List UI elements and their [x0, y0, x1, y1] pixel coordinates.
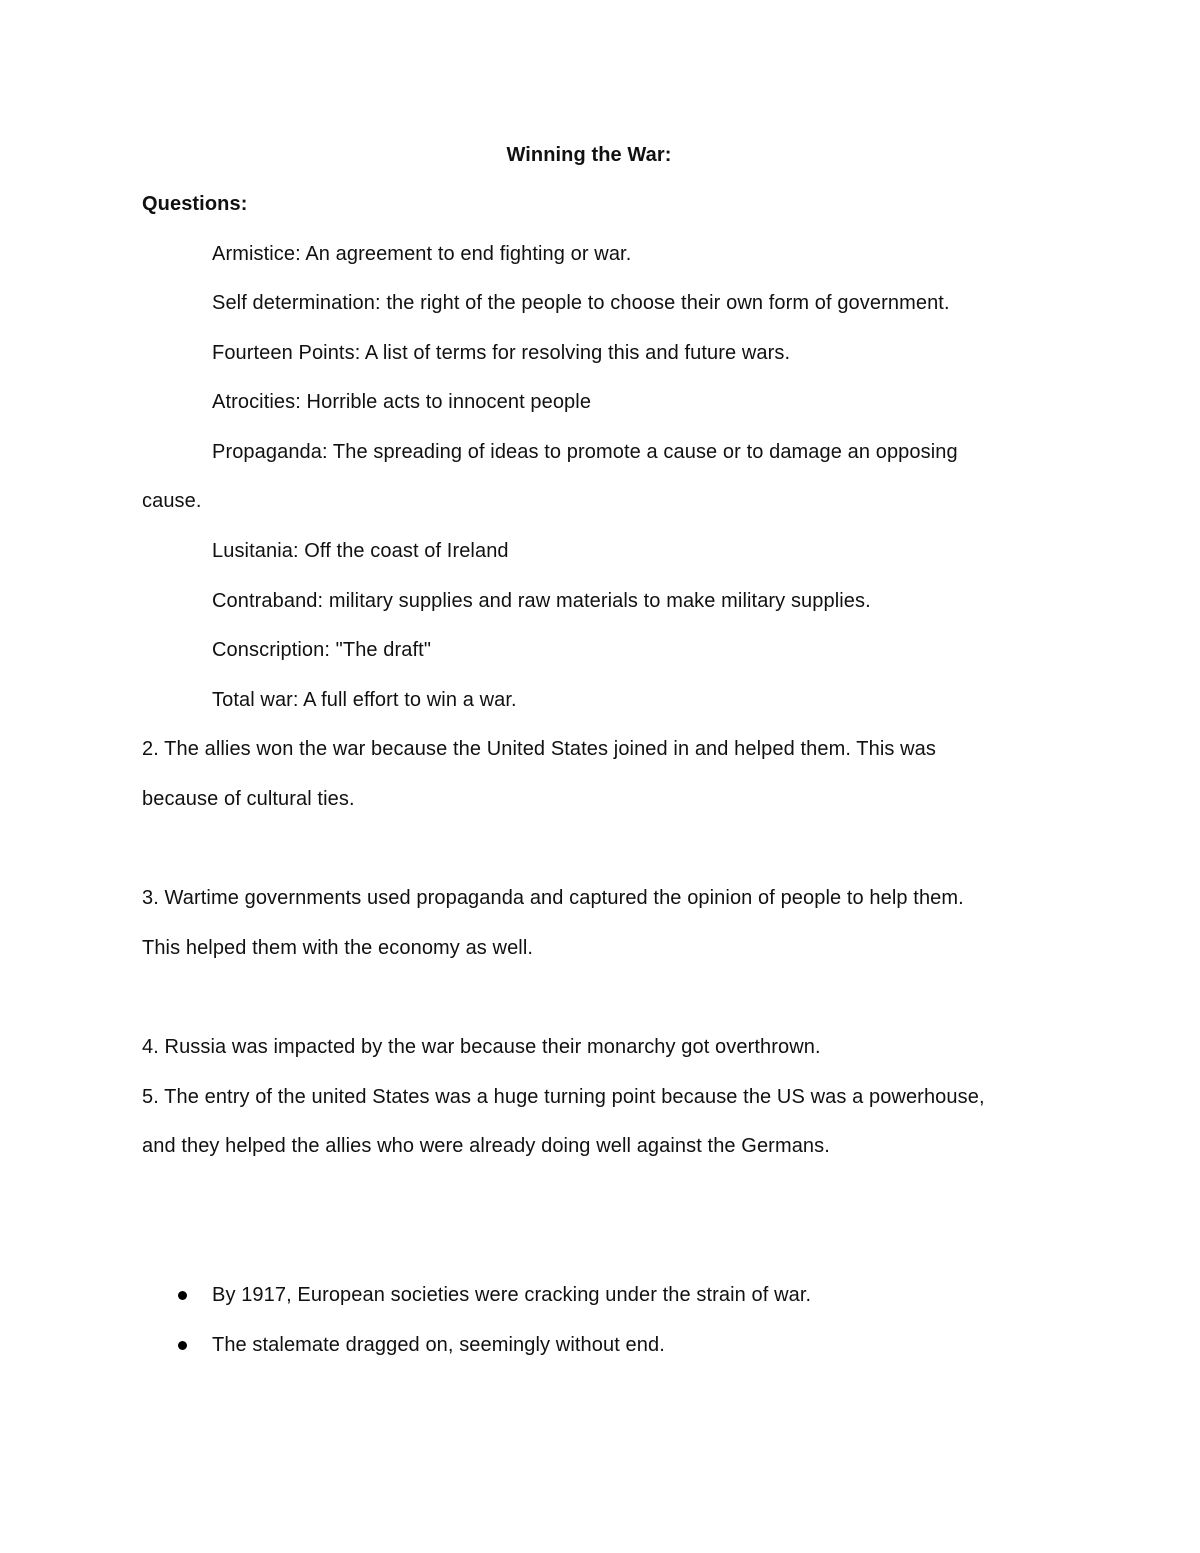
vocab-total-war: Total war: A full effort to win a war.	[212, 689, 517, 711]
answer-5-continued: and they helped the allies who were already doing well against the Germans.	[142, 1135, 830, 1157]
bullet-item: The stalemate dragged on, seemingly without end.	[212, 1334, 665, 1356]
bullet-icon	[178, 1341, 187, 1350]
questions-heading: Questions:	[142, 193, 248, 215]
document-title: Winning the War:	[506, 144, 672, 166]
vocab-atrocities: Atrocities: Horrible acts to innocent people	[212, 391, 592, 413]
vocab-conscription: Conscription: "The draft"	[212, 639, 432, 661]
vocab-propaganda: Propaganda: The spreading of ideas to promote a cause or to damage an opposing	[212, 441, 958, 463]
bullet-item: By 1917, European societies were cracking under the strain of war.	[212, 1284, 812, 1306]
vocab-self-determination: Self determination: the right of the people to choose their own form of government.	[212, 292, 950, 314]
vocab-propaganda-continued: cause.	[142, 490, 202, 512]
bullet-icon	[178, 1291, 187, 1300]
answer-3-continued: This helped them with the economy as well.	[142, 937, 534, 959]
answer-4: 4. Russia was impacted by the war because their monarchy got overthrown.	[142, 1036, 821, 1058]
answer-5: 5. The entry of the united States was a huge turning point because the US was a powerhouse,	[142, 1086, 985, 1108]
vocab-armistice: Armistice: An agreement to end fighting or war.	[212, 243, 632, 265]
answer-2-continued: because of cultural ties.	[142, 788, 355, 810]
answer-3: 3. Wartime governments used propaganda and captured the opinion of people to help them.	[142, 887, 964, 909]
vocab-lusitania: Lusitania: Off the coast of Ireland	[212, 540, 509, 562]
vocab-contraband: Contraband: military supplies and raw materials to make military supplies.	[212, 590, 871, 612]
vocab-fourteen-points: Fourteen Points: A list of terms for resolving this and future wars.	[212, 342, 791, 364]
answer-2: 2. The allies won the war because the United States joined in and helped them. This was	[142, 738, 936, 760]
